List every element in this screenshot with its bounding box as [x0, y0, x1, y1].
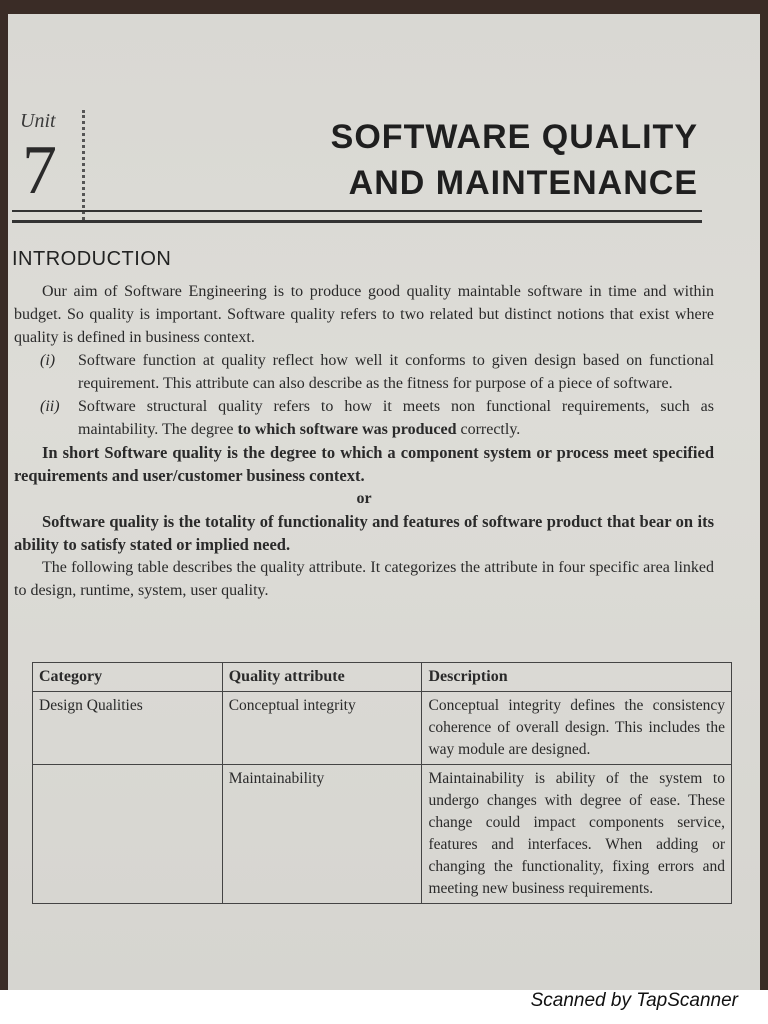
cell-description: Maintainability is ability of the system to undergo changes with degree of ease. These change could impact components service, features and interfaces. When adding or changing the functionality, fixing errors and meeting new business requirements.	[422, 765, 732, 904]
list-text: Software function at quality reflect how well it conforms to given design based on functional requirement. This attribute can also describe as the fitness for purpose of a piece of software.	[78, 352, 714, 392]
section-heading: INTRODUCTION	[12, 248, 172, 270]
cell-category	[33, 765, 223, 904]
book-page	[8, 14, 760, 990]
list-text: Software structural quality refers to how it meets non functional requirements, such as maintability. The degree to which software was produced correctly.	[78, 398, 714, 438]
unit-number: 7	[22, 132, 57, 209]
table-intro-paragraph: The following table describes the quality attribute. It categorizes the attribute in four specific area linked to design, runtime, system, user quality.	[14, 559, 714, 599]
unit-label: Unit	[20, 110, 56, 132]
cell-category: Design Qualities	[33, 692, 223, 765]
list-item	[40, 395, 714, 441]
unit-divider	[82, 110, 85, 220]
title-rule	[12, 210, 702, 223]
cell-description: Conceptual integrity defines the consistency coherence of overall design. This includes the way module are designed.	[422, 692, 732, 765]
header-description: Description	[422, 663, 732, 692]
definition-paragraph: Software quality is the totality of functionality and features of software product that bear on its ability to satisfy stated or implied need.	[14, 512, 714, 554]
header-quality-attribute: Quality attribute	[222, 663, 422, 692]
or-separator: or	[356, 490, 372, 507]
list-number: (ii)	[40, 398, 60, 415]
list-bold-text: to which software was produced	[237, 421, 457, 438]
scanner-watermark: Scanned by TapScanner	[530, 990, 738, 1011]
table-row	[33, 692, 732, 765]
intro-paragraph: Our aim of Software Engineering is to produce good quality maintable software in time and within budget. So quality is important. Software quality refers to two related but distinct notions that exist where quality is defined in business context.	[14, 283, 714, 346]
quality-attribute-table	[32, 662, 732, 904]
list-item	[40, 349, 714, 395]
list-number: (i)	[40, 352, 56, 369]
body-text	[14, 280, 714, 602]
cell-attribute: Conceptual integrity	[222, 692, 422, 765]
chapter-title-line-1: SOFTWARE QUALITY	[330, 118, 698, 156]
summary-paragraph: In short Software quality is the degree to which a component system or process meet specified requirements and user/customer business context.	[14, 443, 714, 485]
table-row	[33, 765, 732, 904]
chapter-title-line-2: AND MAINTENANCE	[348, 164, 698, 202]
cell-attribute: Maintainability	[222, 765, 422, 904]
chapter-title	[331, 114, 698, 206]
table-header-row	[33, 663, 732, 692]
header-category: Category	[33, 663, 223, 692]
